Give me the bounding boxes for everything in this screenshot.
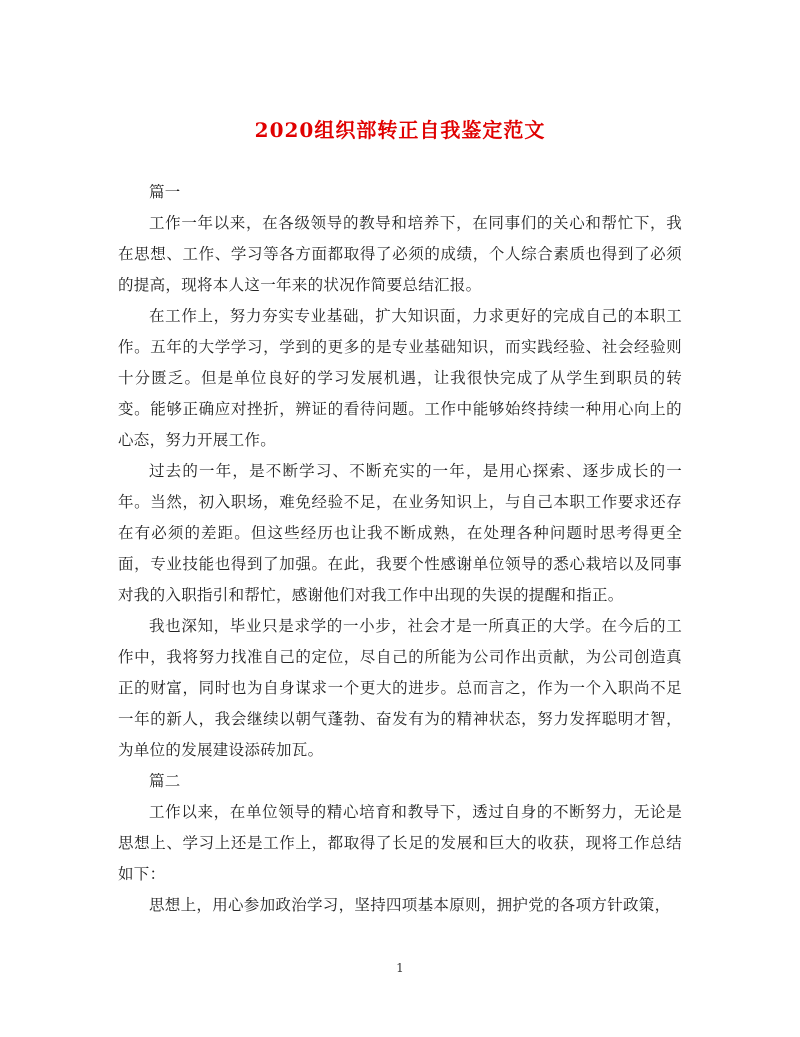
paragraph: 思想上，用心参加政治学习，坚持四项基本原则，拥护党的各项方针政策， bbox=[149, 896, 671, 914]
paragraph: 我也深知，毕业只是求学的一小步，社会才是一所真正的大学。在今后的工作中，我将努力找准自己的定位，尽自己的所能为公司作出贡献，为公司创造真正的财富，同时也为自身谋求一个更大的进步。总而言之，作为一个入职尚不足一年的新人，我会继续以朝气蓬勃、奋发有为的精神状态，努力发挥聪明才智，为单位的发展建设添砖加瓦。 bbox=[118, 617, 682, 759]
document-title: 2020组织部转正自我鉴定范文 bbox=[254, 118, 546, 142]
paragraph: 工作一年以来，在各级领导的教导和培养下，在同事们的关心和帮忙下，我在思想、工作、学习等各方面都取得了必须的成绩，个人综合素质也得到了必须的提高，现将本人这一年来的状况作简要总结汇报。 bbox=[118, 214, 682, 294]
paragraph: 过去的一年，是不断学习、不断充实的一年，是用心探索、逐步成长的一年。当然，初入职场，难免经验不足，在业务知识上，与自己本职工作要求还存在有必须的差距。但这些经历也让我不断成熟，在处理各种问题时思考得更全面，专业技能也得到了加强。在此，我要个性感谢单位领导的悉心栽培以及同事对我的入职指引和帮忙，感谢他们对我工作中出现的失误的提醒和指正。 bbox=[118, 462, 682, 604]
page-number: 1 bbox=[396, 961, 404, 975]
paragraph: 在工作上，努力夯实专业基础，扩大知识面，力求更好的完成自己的本职工作。五年的大学学习，学到的更多的是专业基础知识，而实践经验、社会经验则十分匮乏。但是单位良好的学习发展机遇，让我很快完成了从学生到职员的转变。能够正确应对挫折，辨证的看待问题。工作中能够始终持续一种用心向上的心态，努力开展工作。 bbox=[118, 307, 682, 449]
section-heading-1: 篇一 bbox=[149, 183, 181, 201]
section-heading-2: 篇二 bbox=[149, 772, 181, 790]
paragraph: 工作以来，在单位领导的精心培育和教导下，透过自身的不断努力，无论是思想上、学习上还是工作上，都取得了长足的发展和巨大的收获，现将工作总结如下： bbox=[118, 803, 682, 883]
document-body bbox=[118, 177, 682, 921]
